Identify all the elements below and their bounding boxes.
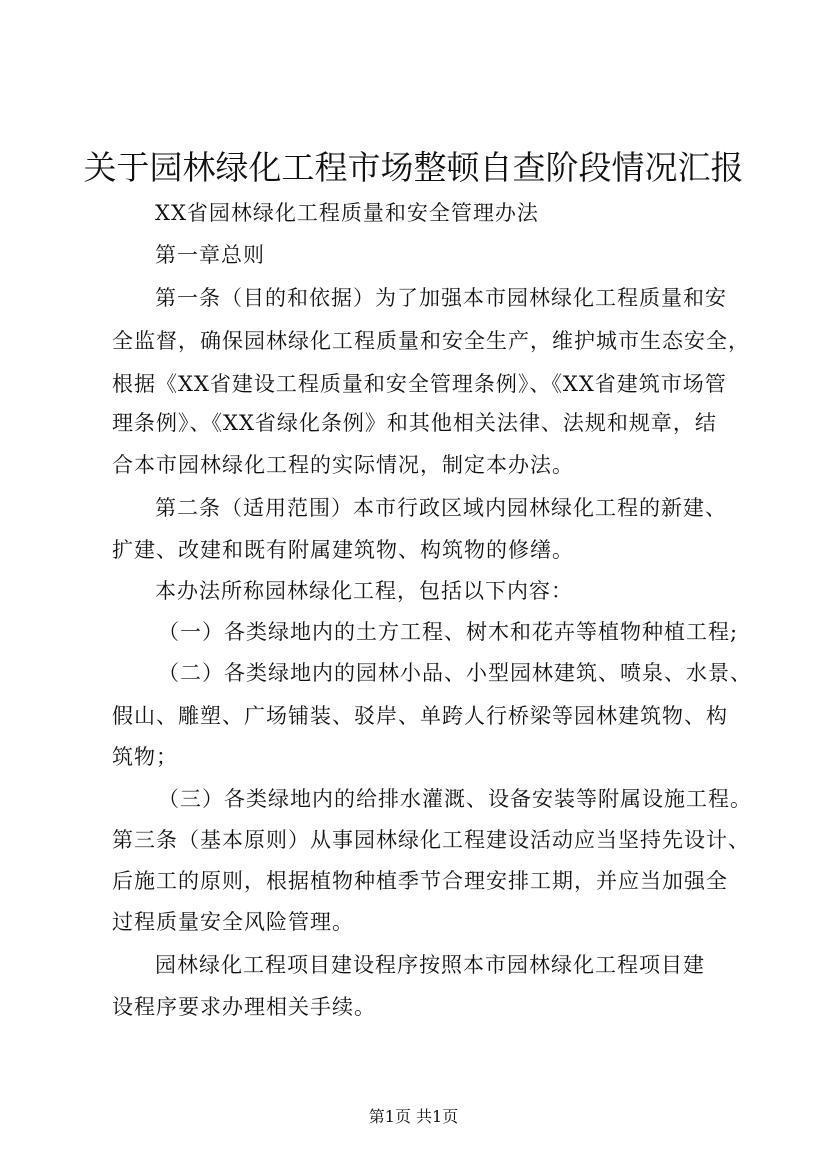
document-line: 第三条（基本原则）从事园林绿化工程建设活动应当坚持先设计、 xyxy=(112,828,750,852)
document-line: 第一条（目的和依据）为了加强本市园林绿化工程质量和安 xyxy=(155,286,727,310)
document-line: 设程序要求办理相关手续。 xyxy=(112,995,376,1019)
document-line: 假山、雕塑、广场铺装、驳岸、单跨人行桥梁等园林建筑物、构 xyxy=(112,704,728,728)
document-line: 本办法所称园林绿化工程，包括以下内容： xyxy=(155,579,573,603)
document-title: 关于园林绿化工程市场整顿自查阶段情况汇报 xyxy=(83,148,744,187)
document-line: 全监督，确保园林绿化工程质量和安全生产，维护城市生态安全， xyxy=(112,329,750,353)
document-line: （二）各类绿地内的园林小品、小型园林建筑、喷泉、水景、 xyxy=(158,661,752,685)
document-line: 合本市园林绿化工程的实际情况，制定本办法。 xyxy=(112,453,574,477)
document-line: XX省园林绿化工程质量和安全管理办法 xyxy=(155,201,539,225)
document-line: （一）各类绿地内的土方工程、树木和花卉等植物种植工程; xyxy=(158,620,739,644)
document-line: 园林绿化工程项目建设程序按照本市园林绿化工程项目建 xyxy=(155,953,705,977)
document-line: 第二条（适用范围）本市行政区域内园林绿化工程的新建、 xyxy=(155,496,727,520)
document-line: 根据《XX省建设工程质量和安全管理条例》、《XX省建筑市场管 xyxy=(112,372,727,396)
page-footer: 第1页 共1页 xyxy=(368,1107,459,1126)
document-line: 理条例》、《XX省绿化条例》和其他相关法律、法规和规章，结 xyxy=(112,411,717,435)
document-line: 过程质量安全风险管理。 xyxy=(112,910,354,934)
document-line: 第一章总则 xyxy=(155,243,265,267)
document-line: 后施工的原则，根据植物种植季节合理安排工期，并应当加强全 xyxy=(112,869,728,893)
document-line: 扩建、改建和既有附属建筑物、构筑物的修缮。 xyxy=(112,538,574,562)
document-line: 筑物； xyxy=(112,745,178,769)
document-line: （三）各类绿地内的给排水灌溉、设备安装等附属设施工程。 xyxy=(158,787,752,811)
